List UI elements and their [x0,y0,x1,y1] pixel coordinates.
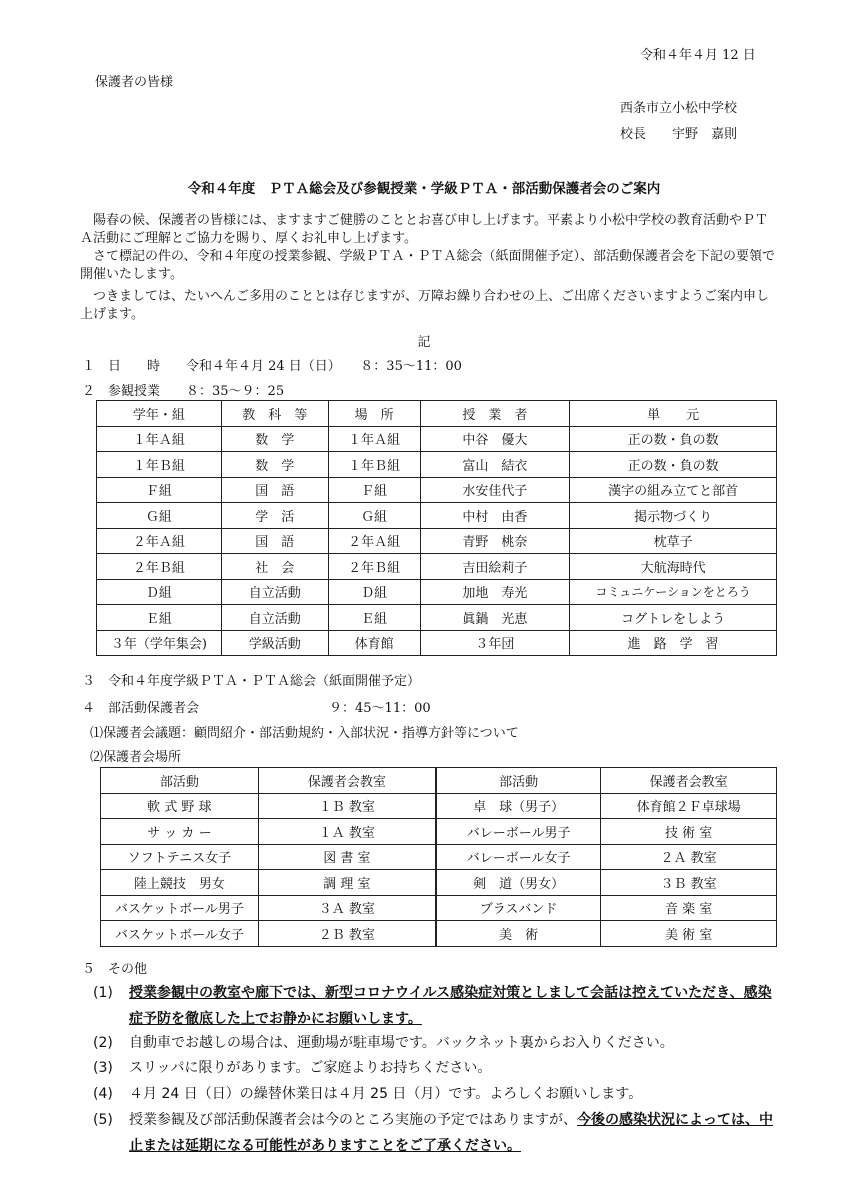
table-cell: 大航海時代 [570,554,777,580]
table-cell: １Ａ 教室 [258,819,436,845]
document-title: 令和４年度 ＰＴＡ総会及び参観授業・学級ＰＴＡ・部活動保護者会のご案内 [187,181,661,197]
note-text: 自動車でお越しの場合は、運動場が駐車場です。バックネット裏からお入りください。 [129,1035,674,1051]
table-cell: Ｇ組 [97,503,222,529]
table-cell: 学 活 [221,503,328,529]
header-cell: 授 業 者 [420,401,570,427]
table-cell: 中村 由香 [420,503,570,529]
table-header-row [101,768,777,794]
note-5 [93,1107,783,1159]
item-club-parents-meeting: ４ 部活動保護者会 ９：45〜11：00 [82,701,431,716]
table-cell: Ｆ組 [328,477,420,503]
table-cell: ２Ｂ 教室 [258,921,436,947]
table-cell: 正の数・負の数 [570,452,777,478]
table-cell: コミュニケーションをとろう [570,579,777,605]
table-cell: Ｄ組 [328,579,420,605]
table-cell: 枕草子 [570,528,777,554]
table-cell: １年Ａ組 [328,426,420,452]
note-number: (1) [93,985,113,1001]
note-number: (3) [93,1060,113,1076]
table-cell: 掲示物づくり [570,503,777,529]
table-cell: 技 術 室 [601,819,777,845]
note-number: (2) [93,1035,113,1051]
table-row [97,426,777,452]
table-cell: Ｇ組 [328,503,420,529]
item-class-observation: ２ 参観授業 ８：35〜９：25 [82,384,285,399]
table-cell: １Ｂ 教室 [258,793,436,819]
table-cell: 体育館 [328,630,420,656]
purpose-paragraph: さて標記の件の、令和４年度の授業参観、学級ＰＴＡ・ＰＴＡ総会（紙面開催予定）、部活動保護者会を下記の要領で開催いたします。 [80,249,775,282]
table-cell: ２年Ａ組 [97,528,222,554]
table-row [101,819,777,845]
table-cell: バレーボール男子 [436,819,601,845]
table-cell: ブラスバンド [436,895,601,921]
note-4 [93,1081,783,1107]
table-row [97,579,777,605]
item-date-time: １ 日 時 令和４年４月 24 日（日） ８：35〜11：00 [82,359,462,374]
table-cell: ３Ｂ 教室 [601,870,777,896]
table-cell: 進 路 学 習 [570,630,777,656]
table-row [101,921,777,947]
header-cell: 場 所 [328,401,420,427]
table-cell: 青野 桃奈 [420,528,570,554]
table-cell: 美 術 室 [601,921,777,947]
note-text: ４月 24 日（日）の繰替休業日は４月 25 日（月）です。よろしくお願いします。 [129,1086,643,1102]
table-cell: 数 学 [221,452,328,478]
principal-name: 校長 宇野 嘉則 [620,127,738,142]
table-cell: 調 理 室 [258,870,436,896]
document-date: 令和４年４月 12 日 [640,48,756,63]
header-cell: 学年・組 [97,401,222,427]
table-cell: コグトレをしよう [570,605,777,631]
table-cell: ２Ａ 教室 [601,844,777,870]
table-cell: 中谷 優大 [420,426,570,452]
table-cell: 吉田絵莉子 [420,554,570,580]
table-cell: Ｅ組 [328,605,420,631]
table-cell: 眞鍋 光恵 [420,605,570,631]
header-cell: 単 元 [570,401,777,427]
addressee: 保護者の皆様 [95,75,174,90]
table-cell: 数 学 [221,426,328,452]
table-cell: バスケットボール女子 [101,921,259,947]
ki-heading: 記 [417,335,431,350]
table-cell: 社 会 [221,554,328,580]
table-cell: 軟 式 野 球 [101,793,259,819]
table-cell: 卓 球（男子） [436,793,601,819]
club-venue-table [100,767,777,947]
table-cell: Ｄ組 [97,579,222,605]
meeting-agenda: ⑴保護者会議題：顧問紹介・部活動規約・入部状況・指導方針等について [90,726,519,741]
table-cell: ３年団 [420,630,570,656]
table-cell: ２年Ａ組 [328,528,420,554]
header-cell: 部活動 [101,768,259,794]
table-cell: ２年Ｂ組 [328,554,420,580]
note-text: 授業参観中の教室や廊下では、新型コロナウイルス感染症対策としまして会話は控えていただき、感染症予防を徹底した上でお静かにお願いします。 [129,985,772,1027]
table-cell: バスケットボール男子 [101,895,259,921]
table-cell: 音 楽 室 [601,895,777,921]
table-cell: ソフトテニス女子 [101,844,259,870]
table-row [97,554,777,580]
table-row [101,895,777,921]
note-text: スリッパに限りがあります。ご家庭よりお持ちください。 [129,1060,492,1076]
note-text-emphasis: 今後の感染状況によっては、中止または延期になる可能性がありますことをご了承ください。 [129,1112,773,1154]
request-paragraph: つきましては、たいへんご多用のこととは存じますが、万障お繰り合わせの上、ご出席くださいますようご案内申し上げます。 [80,289,770,322]
table-cell: 図 書 室 [258,844,436,870]
table-cell: ３年（学年集会) [97,630,222,656]
table-row [97,528,777,554]
school-name: 西条市立小松中学校 [620,101,738,116]
table-row [101,844,777,870]
header-cell: 保護者会教室 [258,768,436,794]
table-cell: １年Ｂ組 [328,452,420,478]
table-cell: 漢字の組み立てと部首 [570,477,777,503]
table-cell: 美 術 [436,921,601,947]
table-row [97,630,777,656]
table-cell: ３Ａ 教室 [258,895,436,921]
meeting-venue-heading: ⑵保護者会場所 [90,750,182,765]
table-cell: 自立活動 [221,579,328,605]
table-cell: 水安佳代子 [420,477,570,503]
table-cell: 自立活動 [221,605,328,631]
table-cell: 学級活動 [221,630,328,656]
table-cell: １年Ａ組 [97,426,222,452]
table-header-row [97,401,777,427]
item-pta-general-meeting: ３ 令和４年度学級ＰＴＡ・ＰＴＡ総会（紙面開催予定） [82,674,421,689]
class-observation-table [96,400,777,656]
note-1 [93,980,783,1032]
note-text-plain: 授業参観及び部活動保護者会は今のところ実施の予定ではありますが、 [129,1112,577,1128]
table-cell: １年Ｂ組 [97,452,222,478]
table-row [101,793,777,819]
table-row [97,605,777,631]
table-cell: Ｅ組 [97,605,222,631]
table-row [97,503,777,529]
item-other: ５ その他 [82,962,148,977]
table-cell: 加地 寿光 [420,579,570,605]
note-2 [93,1030,783,1056]
header-cell: 部活動 [436,768,601,794]
note-3 [93,1055,783,1081]
table-cell: 国 語 [221,477,328,503]
table-row [97,477,777,503]
table-cell: サ ッ カ ー [101,819,259,845]
table-cell: 体育館２Ｆ卓球場 [601,793,777,819]
header-cell: 保護者会教室 [601,768,777,794]
table-cell: 剣 道（男女） [436,870,601,896]
table-cell: 正の数・負の数 [570,426,777,452]
table-cell: ２年Ｂ組 [97,554,222,580]
note-number: (4) [93,1086,113,1102]
table-row [101,870,777,896]
greeting-paragraph: 陽春の候、保護者の皆様には、ますますご健勝のこととお喜び申し上げます。平素より小松中学校の教育活動やＰＴＡ活動にご理解とご協力を賜り、厚くお礼申し上げます。 [80,213,768,246]
note-number: (5) [93,1112,113,1128]
header-cell: 教 科 等 [221,401,328,427]
note-text [93,1107,783,1159]
table-cell: 国 語 [221,528,328,554]
table-cell: バレーボール女子 [436,844,601,870]
table-cell: 富山 結衣 [420,452,570,478]
table-cell: 陸上競技 男女 [101,870,259,896]
table-row [97,452,777,478]
table-cell: Ｆ組 [97,477,222,503]
